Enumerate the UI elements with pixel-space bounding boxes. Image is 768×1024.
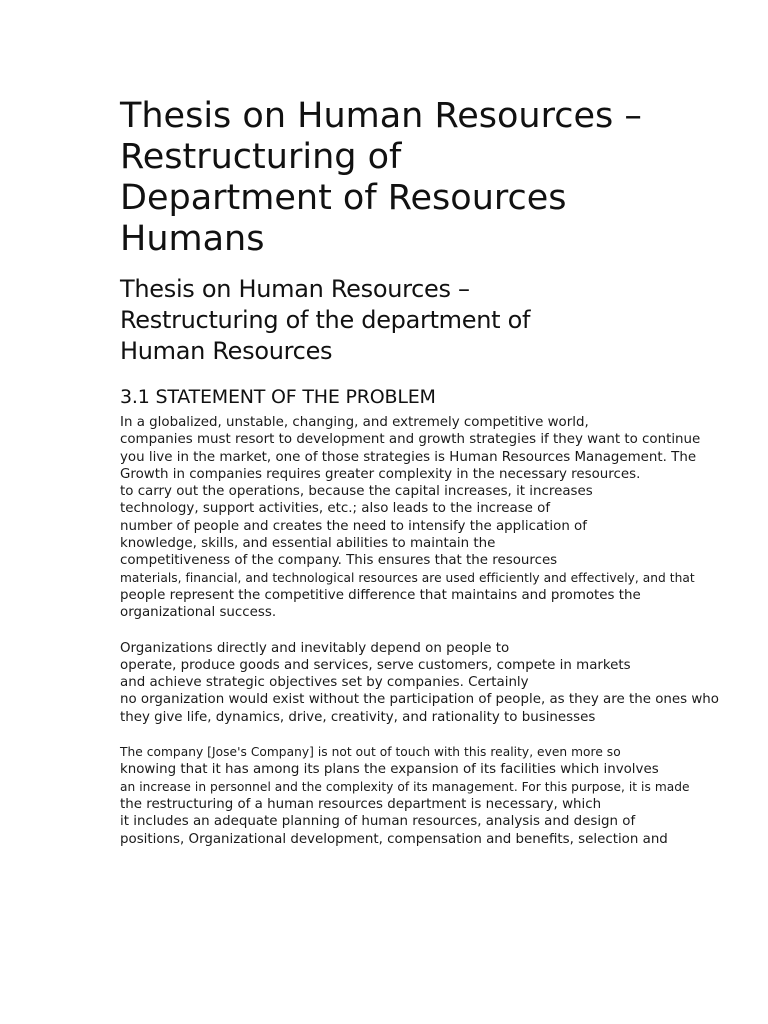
text-line: knowing that it has among its plans the expansion of its facilities which involves [120,762,659,778]
text-line: to carry out the operations, because the capital increases, it increases [120,484,593,500]
text-line: number of people and creates the need to intensify the application of [120,518,587,534]
paragraph-organizations [120,640,740,726]
text-line: Growth in companies requires greater complexity in the necessary resources. [120,466,641,482]
title-line: Humans [120,219,265,259]
document-page [120,96,740,848]
title-line: Restructuring of [120,137,402,177]
document-subtitle [120,274,740,367]
text-line: it includes an adequate planning of human resources, analysis and design of [120,814,636,830]
section-heading: 3.1 STATEMENT OF THE PROBLEM [120,386,436,408]
text-line: they give life, dynamics, drive, creativity, and rationality to businesses [120,709,596,725]
text-line: competitiveness of the company. This ensures that the resources [120,553,558,569]
subtitle-line: Thesis on Human Resources – [120,275,470,303]
title-line: Department of Resources [120,178,567,218]
text-line: the restructuring of a human resources department is necessary, which [120,796,602,812]
text-line: you live in the market, one of those strategies is Human Resources Management. The [120,449,697,465]
paragraph-problem-context [120,414,740,622]
paragraph-company [120,744,740,848]
text-line: positions, Organizational development, compensation and benefits, selection and [120,831,668,847]
text-line: The company [Jose's Company] is not out of touch with this reality, even more so [120,745,621,760]
text-line: an increase in personnel and the complexity of its management. For this purpose, it is made [120,779,690,794]
text-line: organizational success. [120,605,277,621]
text-line: materials, financial, and technological resources are used efficiently and effectively, and that [120,570,695,585]
text-line: operate, produce goods and services, serve customers, compete in markets [120,657,631,673]
text-line: companies must resort to development and growth strategies if they want to continue [120,432,701,448]
title-line: Thesis on Human Resources – [120,96,642,136]
text-line: and achieve strategic objectives set by companies. Certainly [120,675,529,691]
document-title [120,96,740,260]
text-line: people represent the competitive difference that maintains and promotes the [120,587,641,603]
text-line: Organizations directly and inevitably depend on people to [120,640,510,656]
text-line: knowledge, skills, and essential abilities to maintain the [120,536,496,552]
text-line: no organization would exist without the participation of people, as they are the ones who [120,692,719,708]
subtitle-line: Human Resources [120,337,333,365]
subtitle-line: Restructuring of the department of [120,306,531,334]
text-line: technology, support activities, etc.; also leads to the increase of [120,501,551,517]
text-line: In a globalized, unstable, changing, and extremely competitive world, [120,415,589,430]
